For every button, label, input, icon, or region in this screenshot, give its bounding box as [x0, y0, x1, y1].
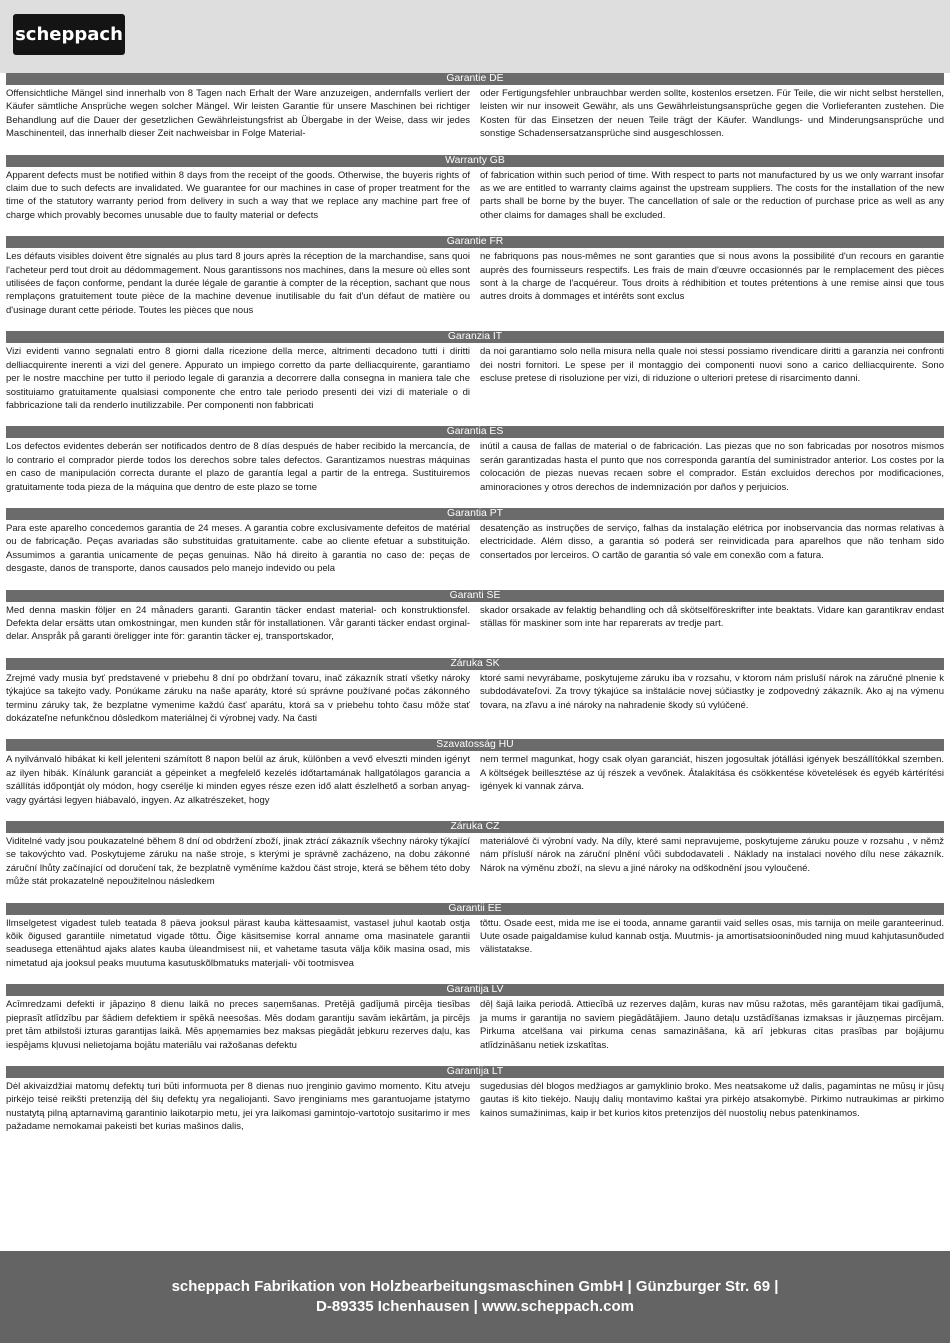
warranty-section	[6, 739, 944, 807]
section-text-right: skador orsakade av felaktig behandling och då skötselföreskrifter inte beaktats. Vidare kan garantikrav endast ställas för maskiner som inte har reparerats av tredje part.	[480, 604, 944, 629]
section-header: Záruka CZ	[6, 821, 944, 833]
section-body	[6, 753, 944, 807]
section-text-right: inútil a causa de fallas de material o de fabricación. Las piezas que no son fabricadas por nosotros mismos serán garantizadas hasta el punto que nos corresponda garantía del suministrador anterior. Los costes por la colocación de piezas nuevas recaen sobre el comprador. Están excluidos derechos por modificaciones, aminoraciones y otros derechos de indemnización por daños y perjuicios.	[480, 441, 944, 493]
section-text-left: Offensichtliche Mängel sind innerhalb von 8 Tagen nach Erhalt der Ware anzuzeigen, andernfalls verliert der Käufer sämtliche Ansprüche wegen solcher Mängel. Wir leisten Garantie für unsere Maschinen bei richtiger Behandlung auf die Dauer der gesetzlichen Gewährleistungsfrist ab Übergabe in der Weise, dass wir jedes Maschinenteil, das innerhalb dieser Zeit nachweisbar in Folge Material-	[6, 88, 470, 140]
section-text-left: Med denna maskin följer en 24 månaders garanti. Garantin täcker endast material- och konstruktionsfel. Defekta delar ersätts utan omkostningar, men kunden står för installationen. Vår garanti täcker endast orginal-delar. Anspråk på garanti öreligger inte för: garantin täcker ej, transportskador,	[6, 604, 470, 643]
section-header: Garantija LV	[6, 984, 944, 996]
warranty-section	[6, 508, 944, 576]
section-text-right: materiálové či výrobní vady. Na díly, které sami nepravujeme, poskytujeme záruku pouze v rozsahu , v němž nám přísluší nárok na záruční plnění vůči subdodavateli . Náklady na instalaci nového dílu nese zákazník. Nárok na výměnu zboží, na slevu a jiné nároky na odškodnění jsou vyloučené.	[480, 836, 944, 874]
section-text-right: ne fabriquons pas nous-mêmes ne sont garanties que si nous avons la possibilité d'un recours en garantie auprès des fournisseurs respectifs. Les frais de main d'œuvre occasionnés par le remplacement des pièces sont à la charge de l'acquéreur. Tous droits à rédhibition et toutes prétentions à une remise ainsi que tous autres droits à dommages et intérêts sont exclus	[480, 251, 944, 303]
section-text-right: da noi garantiamo solo nella misura nella quale noi stessi possiamo rivendicare diritti a garanzia nei confronti dei nostri fornitori. Le spese per il montaggio dei componenti nuovi sono a carico delliacquirente. Sono escluse pretese di risoluzione per vizi, di riduzione o ulteriori pretese di risarcimento danni.	[480, 346, 944, 385]
section-text-left: Los defectos evidentes deberán ser notificados dentro de 8 días después de haber recibido la mercancía, de lo contrario el comprador pierde todos los derechos sobre tales defectos. Garantizamos nuestras máquinas en caso de manipulación correcta durante el plazo de garantía legal a partir de la entrega. Sustituiremos gratuitamente toda pieza de la máquina que dentro de este plazo se torne	[6, 441, 470, 493]
section-text-left: Zrejmé vady musia byť predstavené v priebehu 8 dní po obdržaní tovaru, inač zákazník stratí všetky nároky týkajúce sa takejto vady. Ponúkame záruku na naše aparáty, ktoré sú správne používané počas zákonného terminu záruky tak, že bezplatne vymenime každú časť aparátu, ktorá sa v priebehu tohto času môže stať dokázateľne nefunkčnou dôsledkom materiálnej či výrobnej vady. Na časti	[6, 672, 470, 724]
section-text-left: Les défauts visibles doivent être signalés au plus tard 8 jours après la réception de la marchandise, sans quoi l'acheteur perd tout droit au dédommagement. Nous garantissons nos machines, dans la mesure où elles sont utilisées de façon conforme, pendant la durée légale de garantie à compter de la réception, sachant que nous remplaçons gratuitement toute pièce de la machine devenue inutilisable du fait d'un défaut de matière ou d'usinage durant cette période. Toutes les pièces que nous	[6, 251, 470, 316]
section-header: Garantija LT	[6, 1066, 944, 1078]
section-header: Szavatosság HU	[6, 739, 944, 751]
warranty-section	[6, 658, 944, 726]
warranty-section	[6, 426, 944, 494]
section-text-left: Dėl akivaizdžiai matomų defektų turi būti informuota per 8 dienas nuo įrenginio gavimo momento. Kitu atveju pirkėjo teisė reikšti pretenziją dėl šių defektų yra negaliojanti. Savo įrenginiams mes garantuojame įstatymo nustatytą pilną aptarnavimą garantinio laikotarpio metu, jei yra laikomasi gamintojo-vartotojo susitarimo ir mes pažadame nemokamai pakeisti bet kurias mašinos dalis,	[6, 1080, 470, 1133]
warranty-section	[6, 903, 944, 971]
warranty-section	[6, 984, 944, 1052]
section-text-right: tõttu. Osade eest, mida me ise ei tooda, anname garantii vaid selles osas, mis tarnija on meile garanteerinud. Uute osade paigaldamise kulud kannab ostja. Muutmis- ja amortisatsiooninõuded ning muud kahjutasunõuded välistatakse.	[480, 917, 944, 956]
section-body	[6, 604, 944, 644]
warranty-section	[6, 821, 944, 889]
warranty-section	[6, 155, 944, 223]
section-header: Garanti SE	[6, 590, 944, 602]
section-body	[6, 250, 944, 317]
section-text-right: oder Fertigungsfehler unbrauchbar werden sollte, kostenlos ersetzen. Für Teile, die wir nicht selbst herstellen, leisten wir nur insoweit Gewähr, als uns Gewährleistungsansprüche gegen die Vorlieferanten zustehen. Die Kosten für das Einsetzen der neuen Teile trägt der Käufer. Wandlungs- und Minderungsansprüche und sonstige Schadensersatzansprüche sind ausgeschlossen.	[480, 88, 944, 140]
warranty-section	[6, 331, 944, 412]
section-text-left: Ilmselgetest vigadest tuleb teatada 8 päeva jooksul pärast kauba kättesaamist, vastasel juhul kaotab ostja kõik õigused garantiile nimetatud vigade tõttu. Õige käsitsemise korral anname oma masinatele garantii seadusega ettenähtud ajaks alates kauba üleandmisest nii, et vahetame tasuta välja kõik masina osad, mis nimetatud aja jooksul peaks muutuma kasutuskõlbmatuks materjali- või tootmisvea	[6, 917, 470, 969]
section-text-right: sugedusias dėl blogos medžiagos ar gamyklinio broko. Mes neatsakome už dalis, pagamintas ne mūsų ir jūsų gautas iš kito tiekėjo. Naujų dalių montavimo kaštai yra pirkėjo atsakomybė. Pirkimo nutraukimas ar pirkimo kainos sumažinimas, kaip ir bet kurios kitos pretenzijos dėl nuostolių nebus patenkinamos.	[480, 1080, 944, 1119]
warranty-sections	[6, 73, 944, 1134]
section-body	[6, 917, 944, 971]
scheppach-logo	[13, 14, 125, 55]
section-text-left: Para este aparelho concedemos garantia de 24 meses. A garantia cobre exclusivamente defeitos de matérial ou de fabricação. Peças avariadas são substituidas gratuitamente. cabe ao cliente efetuar a substituição. Assumimos a garantia unicamente de peças genuinas. Não há direito à garantia no caso de: peças de desgaste, danos de transporte, danos causados pelo manejo indevido ou pela	[6, 522, 470, 575]
top-bar	[0, 0, 950, 73]
section-text-left: A nyilvánvaló hibákat ki kell jelenteni számított 8 napon belül az áruk, különben a vevő elveszti minden igényt az ilyen hibák. Kínálunk garanciát a gépeinket a megfelelő kezelés időtartamának hallgatólagos garancia a szállítás időpontját oly módon, hogy cserélje ki minden egyes része ezen idő alatt észlelhető a sorban anyag-vagy gyártási legyen hiábavaló, ingyen. Az alkatrészeket, hogy	[6, 754, 470, 806]
section-header: Garanzia IT	[6, 331, 944, 343]
section-text-right: nem termel magunkat, hogy csak olyan garanciát, hiszen jogosultak jótállási igények beszállítókkal szemben. A költségek beillesztése az új részek a vevőnek. Átalakítása és csökkentése követelések és egyéb kártérítési igények ki vannak zárva.	[480, 754, 944, 793]
section-body	[6, 522, 944, 576]
section-text-right: of fabrication within such period of time. With respect to parts not manufactured by us we only warrant insofar as we are entitled to warranty claims against the upstream suppliers. The costs for the installation of the new parts shall be borne by the buyer. The cancellation of sale or the reduction of purchase price as well as any other claims for damages shall be excluded.	[480, 169, 944, 221]
section-body	[6, 835, 944, 889]
footer-line-2: D-89335 Ichenhausen | www.scheppach.com	[316, 1298, 634, 1315]
section-text-right: ktoré sami nevyrábame, poskytujeme záruku iba v rozsahu, v ktorom nám prisluší nárok na záručné plnenie k subdodávateľovi. Za trovy týkajúce sa inštalácie novej súčiastky je zodpovedný zákazník. Ako aj na výmenu tovara, na zľavu a iné nároky na nahradenie škody sú vylúčené.	[480, 672, 944, 711]
section-header: Záruka SK	[6, 658, 944, 670]
section-text-right: dēļ šajā laika periodā. Attiecībā uz rezerves daļām, kuras nav mūsu ražotas, mēs garantējam tikai gadījumā, ja mums ir garantija no saviem piegādātājiem. Jauno detaļu uzstādīšanas izmaksas ir jāuzņemas pircējam. Pirkuma atcelšana vai pirkuma cenas samazināšana, kā arī jebkuras citas prasības par bojājumu atlīdzināšanu netiek izskatītas.	[480, 999, 944, 1051]
section-text-left: Apparent defects must be notified within 8 days from the receipt of the goods. Otherwise, the buyeris rights of claim due to such defects are invalidated. We guarantee for our machines in case of proper treatment for the time of the statutory warranty period from delivery in such a way that we replace any machine part free of charge which provably becomes unusable due to faulty material or defects	[6, 169, 470, 221]
section-header: Warranty GB	[6, 155, 944, 167]
section-header: Garantii EE	[6, 903, 944, 915]
section-body	[6, 998, 944, 1052]
warranty-section	[6, 236, 944, 317]
warranty-section	[6, 590, 944, 644]
section-header: Garantie FR	[6, 236, 944, 248]
section-body	[6, 169, 944, 223]
footer	[0, 1251, 950, 1343]
section-header: Garantie DE	[6, 73, 944, 85]
section-body	[6, 345, 944, 412]
logo-text: scheppach	[15, 24, 123, 45]
section-text-left: Acīmredzami defekti ir jāpaziņo 8 dienu laikā no preces saņemšanas. Pretējā gadījumā pircēja tiesības pieprasīt atlīdzību par šādiem defektiem ir spēkā neesošas. Mēs dodam garantiju savām iekārtām, ja pircējs pret tām atbilstoši izturas garantijas laikā. Mēs apņemamies bez maksas piegādāt jebkuru rezerves daļu, kas iespējams kļuvusi nelietojama bojātu materiālu vai ražošanas defektu	[6, 999, 470, 1051]
warranty-section	[6, 73, 944, 141]
section-text-left: Vizi evidenti vanno segnalati entro 8 giorni dalla ricezione della merce, altrimenti decadono tutti i diritti delliacquirente inerenti a vizi del genere. Appurato un impiego corretto da parte delliacquirente, garantiamo per le nostre macchine per tutto il periodo legale di garanzia a decorrere dalla consegna in maniera tale che sostituiamo gratuitamente qualsiasi componente che entro tale periodo presenti dei vizi di materiale o di fabbricazione tali da renderlo inutilizzabile. Per componenti non fabbricati	[6, 346, 470, 411]
section-text-right: desatenção as instruções de serviço, falhas da instalação elétrica por inobservancia das normas relativas à electricidade. Além disso, a garantia só poderá ser reinvidicada para aparelhos que não tenham sido consertados por lerceiros. O cartão de garantia só vale em conexão com a fatura.	[480, 522, 944, 561]
section-text-left: Viditelné vady jsou poukazatelné během 8 dní od obdržení zboží, jinak ztrácí zákazník všechny nároky týkající se takovýchto vad. Poskytujeme záruku na naše stroje, s kterými je správně zacházeno, na dobu zákonné záruční lhůty začínající od doručení tak, že bezplatně vyměníme každou část stroje, která se během této doby může stát prokazatelně nepoužitelnou následkem	[6, 836, 470, 888]
footer-line-1: scheppach Fabrikation von Holzbearbeitungsmaschinen GmbH | Günzburger Str. 69 |	[171, 1278, 779, 1295]
warranty-section	[6, 1066, 944, 1134]
section-body	[6, 672, 944, 726]
section-header: Garantia ES	[6, 426, 944, 438]
section-header: Garantia PT	[6, 508, 944, 520]
section-body	[6, 1080, 944, 1134]
section-body	[6, 440, 944, 494]
section-body	[6, 87, 944, 141]
